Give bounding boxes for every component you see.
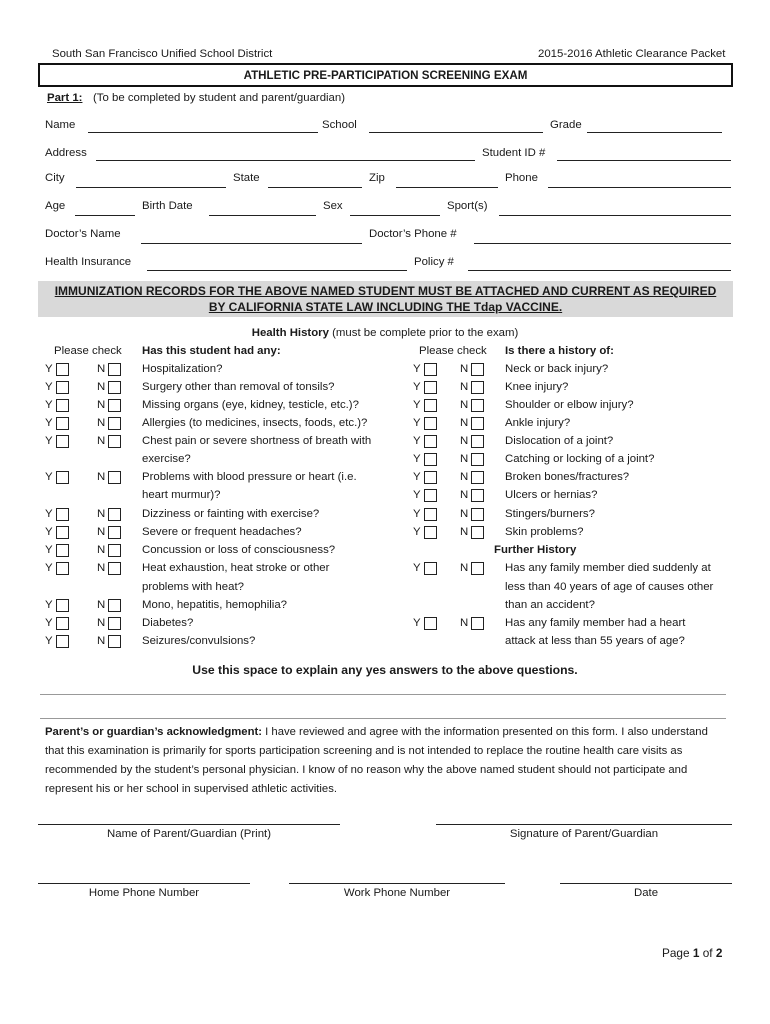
address-label: Address bbox=[45, 147, 87, 159]
no-label: N bbox=[97, 381, 106, 393]
no-label: N bbox=[460, 363, 469, 375]
no-checkbox[interactable] bbox=[108, 417, 121, 430]
age-field[interactable] bbox=[75, 215, 135, 216]
no-label: N bbox=[97, 508, 106, 520]
yes-label: Y bbox=[45, 617, 53, 629]
no-checkbox[interactable] bbox=[471, 526, 484, 539]
left-item: exercise? bbox=[142, 453, 191, 465]
home-phone-line[interactable] bbox=[38, 883, 250, 884]
immunization-notice bbox=[38, 281, 733, 317]
yes-label: Y bbox=[45, 526, 53, 538]
yes-label: Y bbox=[45, 471, 53, 483]
no-checkbox[interactable] bbox=[108, 617, 121, 630]
no-label: N bbox=[460, 399, 469, 411]
no-label: N bbox=[97, 635, 106, 647]
yes-checkbox[interactable] bbox=[56, 381, 69, 394]
yes-checkbox[interactable] bbox=[56, 617, 69, 630]
explain-line-1[interactable] bbox=[40, 694, 726, 695]
home-phone-label: Home Phone Number bbox=[88, 887, 200, 899]
no-checkbox[interactable] bbox=[471, 417, 484, 430]
further-item: less than 40 years of age of causes other bbox=[505, 581, 714, 593]
no-label: N bbox=[460, 417, 469, 429]
health-history-title bbox=[0, 327, 770, 339]
yes-checkbox[interactable] bbox=[56, 417, 69, 430]
sports-field[interactable] bbox=[499, 215, 731, 216]
left-item: Concussion or loss of consciousness? bbox=[142, 544, 336, 556]
no-checkbox[interactable] bbox=[471, 489, 484, 502]
yes-checkbox[interactable] bbox=[424, 508, 437, 521]
parent-signature-label: Signature of Parent/Guardian bbox=[509, 828, 659, 840]
health-insurance-field[interactable] bbox=[147, 270, 407, 271]
no-label: N bbox=[97, 399, 106, 411]
no-checkbox[interactable] bbox=[471, 381, 484, 394]
sex-label: Sex bbox=[323, 200, 343, 212]
right-item: Knee injury? bbox=[505, 381, 569, 393]
part1-label: Part 1: bbox=[47, 92, 83, 104]
yes-checkbox[interactable] bbox=[424, 435, 437, 448]
left-item: Hospitalization? bbox=[142, 363, 223, 375]
right-item: Stingers/burners? bbox=[505, 508, 595, 520]
student-id-field[interactable] bbox=[557, 160, 731, 161]
yes-checkbox[interactable] bbox=[56, 471, 69, 484]
yes-label: Y bbox=[413, 508, 421, 520]
date-line[interactable] bbox=[560, 883, 732, 884]
explain-line-2[interactable] bbox=[40, 718, 726, 719]
no-label: N bbox=[97, 562, 106, 574]
yes-checkbox[interactable] bbox=[424, 489, 437, 502]
name-label: Name bbox=[45, 119, 76, 131]
city-label: City bbox=[45, 172, 65, 184]
further-item: than an accident? bbox=[505, 599, 595, 611]
doctor-name-label: Doctor’s Name bbox=[45, 228, 121, 240]
left-item: Severe or frequent headaches? bbox=[142, 526, 302, 538]
doctor-phone-field[interactable] bbox=[474, 243, 731, 244]
yes-label: Y bbox=[413, 435, 421, 447]
yes-checkbox[interactable] bbox=[424, 381, 437, 394]
zip-field[interactable] bbox=[396, 187, 498, 188]
right-item: Shoulder or elbow injury? bbox=[505, 399, 634, 411]
birth-date-field[interactable] bbox=[209, 215, 316, 216]
yes-checkbox[interactable] bbox=[56, 599, 69, 612]
no-label: N bbox=[97, 617, 106, 629]
yes-label: Y bbox=[413, 562, 421, 574]
date-label: Date bbox=[633, 887, 659, 899]
yes-label: Y bbox=[45, 635, 53, 647]
phone-label: Phone bbox=[505, 172, 538, 184]
please-check-left: Please check bbox=[54, 345, 122, 357]
no-label: N bbox=[460, 435, 469, 447]
left-item: Missing organs (eye, kidney, testicle, etc.)? bbox=[142, 399, 359, 411]
no-label: N bbox=[460, 489, 469, 501]
immunization-line-1: IMMUNIZATION RECORDS FOR THE ABOVE NAMED STUDENT MUST BE ATTACHED AND CURRENT AS REQUIRED bbox=[54, 284, 717, 298]
no-checkbox[interactable] bbox=[108, 599, 121, 612]
name-field[interactable] bbox=[88, 132, 318, 133]
yes-checkbox[interactable] bbox=[424, 617, 437, 630]
yes-label: Y bbox=[45, 417, 53, 429]
yes-checkbox[interactable] bbox=[56, 508, 69, 521]
yes-checkbox[interactable] bbox=[424, 471, 437, 484]
left-item: Allergies (to medicines, insects, foods, etc.)? bbox=[142, 417, 368, 429]
no-checkbox[interactable] bbox=[108, 399, 121, 412]
parent-signature-line[interactable] bbox=[436, 824, 732, 825]
no-checkbox[interactable] bbox=[108, 544, 121, 557]
parent-name-line[interactable] bbox=[38, 824, 340, 825]
no-checkbox[interactable] bbox=[108, 363, 121, 376]
acknowledgment-paragraph bbox=[45, 723, 725, 799]
no-label: N bbox=[97, 471, 106, 483]
packet-title: 2015-2016 Athletic Clearance Packet bbox=[538, 48, 726, 60]
yes-label: Y bbox=[413, 489, 421, 501]
yes-checkbox[interactable] bbox=[424, 417, 437, 430]
further-history-heading: Further History bbox=[494, 544, 577, 556]
form-title-bar bbox=[38, 63, 733, 87]
yes-label: Y bbox=[45, 381, 53, 393]
page-total: 2 bbox=[715, 946, 723, 960]
yes-checkbox[interactable] bbox=[56, 544, 69, 557]
yes-label: Y bbox=[413, 453, 421, 465]
no-label: N bbox=[97, 435, 106, 447]
yes-label: Y bbox=[413, 381, 421, 393]
yes-label: Y bbox=[45, 435, 53, 447]
no-label: N bbox=[460, 526, 469, 538]
address-field[interactable] bbox=[96, 160, 475, 161]
yes-checkbox[interactable] bbox=[56, 399, 69, 412]
yes-checkbox[interactable] bbox=[424, 526, 437, 539]
school-label: School bbox=[322, 119, 357, 131]
right-item: Dislocation of a joint? bbox=[505, 435, 614, 447]
further-item: Has any family member died suddenly at bbox=[505, 562, 711, 574]
left-item: Heat exhaustion, heat stroke or other bbox=[142, 562, 330, 574]
no-checkbox[interactable] bbox=[471, 508, 484, 521]
work-phone-line[interactable] bbox=[289, 883, 505, 884]
parent-name-label: Name of Parent/Guardian (Print) bbox=[107, 828, 271, 840]
left-item: Seizures/convulsions? bbox=[142, 635, 256, 647]
birth-date-label: Birth Date bbox=[142, 200, 193, 212]
right-item: Skin problems? bbox=[505, 526, 584, 538]
no-label: N bbox=[97, 417, 106, 429]
further-item: attack at less than 55 years of age? bbox=[505, 635, 685, 647]
page-word: Page bbox=[662, 946, 690, 960]
left-item: Diabetes? bbox=[142, 617, 194, 629]
policy-label: Policy # bbox=[414, 256, 454, 268]
right-item: Ulcers or hernias? bbox=[505, 489, 598, 501]
page-indicator bbox=[662, 946, 722, 960]
no-checkbox[interactable] bbox=[108, 562, 121, 575]
yes-label: Y bbox=[45, 508, 53, 520]
yes-checkbox[interactable] bbox=[424, 453, 437, 466]
grade-label: Grade bbox=[550, 119, 582, 131]
grade-field[interactable] bbox=[587, 132, 722, 133]
no-checkbox[interactable] bbox=[471, 363, 484, 376]
no-checkbox[interactable] bbox=[108, 435, 121, 448]
yes-label: Y bbox=[413, 417, 421, 429]
phone-field[interactable] bbox=[548, 187, 731, 188]
of-word: of bbox=[702, 946, 713, 960]
immunization-line-2: BY CALIFORNIA STATE LAW INCLUDING THE Tdap VACCINE. bbox=[208, 300, 563, 314]
doctor-phone-label: Doctor’s Phone # bbox=[369, 228, 457, 240]
no-label: N bbox=[460, 453, 469, 465]
age-label: Age bbox=[45, 200, 66, 212]
no-label: N bbox=[97, 599, 106, 611]
yes-label: Y bbox=[413, 617, 421, 629]
state-field[interactable] bbox=[268, 187, 362, 188]
no-checkbox[interactable] bbox=[108, 526, 121, 539]
yes-checkbox[interactable] bbox=[424, 562, 437, 575]
no-label: N bbox=[460, 617, 469, 629]
health-insurance-label: Health Insurance bbox=[45, 256, 132, 268]
yes-checkbox[interactable] bbox=[56, 526, 69, 539]
right-item: Neck or back injury? bbox=[505, 363, 609, 375]
no-checkbox[interactable] bbox=[471, 435, 484, 448]
no-checkbox[interactable] bbox=[108, 508, 121, 521]
health-history-title-bold: Health History bbox=[251, 327, 329, 339]
no-checkbox[interactable] bbox=[108, 635, 121, 648]
no-label: N bbox=[460, 508, 469, 520]
no-label: N bbox=[460, 381, 469, 393]
page-number: 1 bbox=[692, 946, 700, 960]
yes-checkbox[interactable] bbox=[424, 363, 437, 376]
state-label: State bbox=[233, 172, 260, 184]
no-checkbox[interactable] bbox=[471, 453, 484, 466]
left-item: Mono, hepatitis, hemophilia? bbox=[142, 599, 288, 611]
no-label: N bbox=[97, 363, 106, 375]
please-check-right: Please check bbox=[419, 345, 487, 357]
no-checkbox[interactable] bbox=[108, 381, 121, 394]
zip-label: Zip bbox=[369, 172, 385, 184]
acknowledgment-text: I have reviewed and agree with the information presented on this form. I also understand that this examination is primarily for sports participation screening and is not intended to replace the routine health care visits as recommended by the student’s personal physician. I know of no reason why the above named student should not participate and represent his or her school in supervised athletic activities. bbox=[45, 726, 708, 795]
no-label: N bbox=[97, 526, 106, 538]
sex-field[interactable] bbox=[350, 215, 440, 216]
yes-label: Y bbox=[413, 526, 421, 538]
yes-label: Y bbox=[45, 399, 53, 411]
no-checkbox[interactable] bbox=[108, 471, 121, 484]
no-label: N bbox=[460, 471, 469, 483]
health-history-title-note: (must be complete prior to the exam) bbox=[332, 327, 519, 339]
left-item: Dizziness or fainting with exercise? bbox=[142, 508, 320, 520]
doctor-name-field[interactable] bbox=[141, 243, 362, 244]
left-heading: Has this student had any: bbox=[142, 345, 281, 357]
student-id-label: Student ID # bbox=[482, 147, 546, 159]
yes-checkbox[interactable] bbox=[56, 635, 69, 648]
yes-label: Y bbox=[45, 544, 53, 556]
no-label: N bbox=[460, 562, 469, 574]
yes-checkbox[interactable] bbox=[56, 435, 69, 448]
part1-note: (To be completed by student and parent/guardian) bbox=[93, 92, 346, 104]
right-item: Ankle injury? bbox=[505, 417, 571, 429]
school-field[interactable] bbox=[369, 132, 543, 133]
yes-label: Y bbox=[413, 399, 421, 411]
explain-prompt: Use this space to explain any yes answers to the above questions. bbox=[192, 663, 578, 677]
policy-field[interactable] bbox=[468, 270, 731, 271]
left-item: Problems with blood pressure or heart (i.e. bbox=[142, 471, 357, 483]
left-item: problems with heat? bbox=[142, 581, 244, 593]
acknowledgment-label: Parent’s or guardian’s acknowledgment: bbox=[45, 726, 262, 738]
no-checkbox[interactable] bbox=[471, 471, 484, 484]
yes-label: Y bbox=[45, 599, 53, 611]
no-checkbox[interactable] bbox=[471, 562, 484, 575]
work-phone-label: Work Phone Number bbox=[343, 887, 451, 899]
no-checkbox[interactable] bbox=[471, 617, 484, 630]
right-heading: Is there a history of: bbox=[505, 345, 614, 357]
city-field[interactable] bbox=[76, 187, 226, 188]
sports-label: Sport(s) bbox=[447, 200, 488, 212]
left-item: Surgery other than removal of tonsils? bbox=[142, 381, 335, 393]
yes-label: Y bbox=[45, 562, 53, 574]
form-title: ATHLETIC PRE-PARTICIPATION SCREENING EXAM bbox=[243, 69, 528, 82]
no-checkbox[interactable] bbox=[471, 399, 484, 412]
yes-checkbox[interactable] bbox=[56, 363, 69, 376]
right-item: Catching or locking of a joint? bbox=[505, 453, 655, 465]
right-item: Broken bones/fractures? bbox=[505, 471, 630, 483]
yes-label: Y bbox=[45, 363, 53, 375]
further-item: Has any family member had a heart bbox=[505, 617, 686, 629]
yes-checkbox[interactable] bbox=[424, 399, 437, 412]
yes-label: Y bbox=[413, 363, 421, 375]
no-label: N bbox=[97, 544, 106, 556]
yes-checkbox[interactable] bbox=[56, 562, 69, 575]
left-item: Chest pain or severe shortness of breath with bbox=[142, 435, 372, 447]
district-name: South San Francisco Unified School District bbox=[52, 48, 273, 60]
left-item: heart murmur)? bbox=[142, 489, 221, 501]
yes-label: Y bbox=[413, 471, 421, 483]
